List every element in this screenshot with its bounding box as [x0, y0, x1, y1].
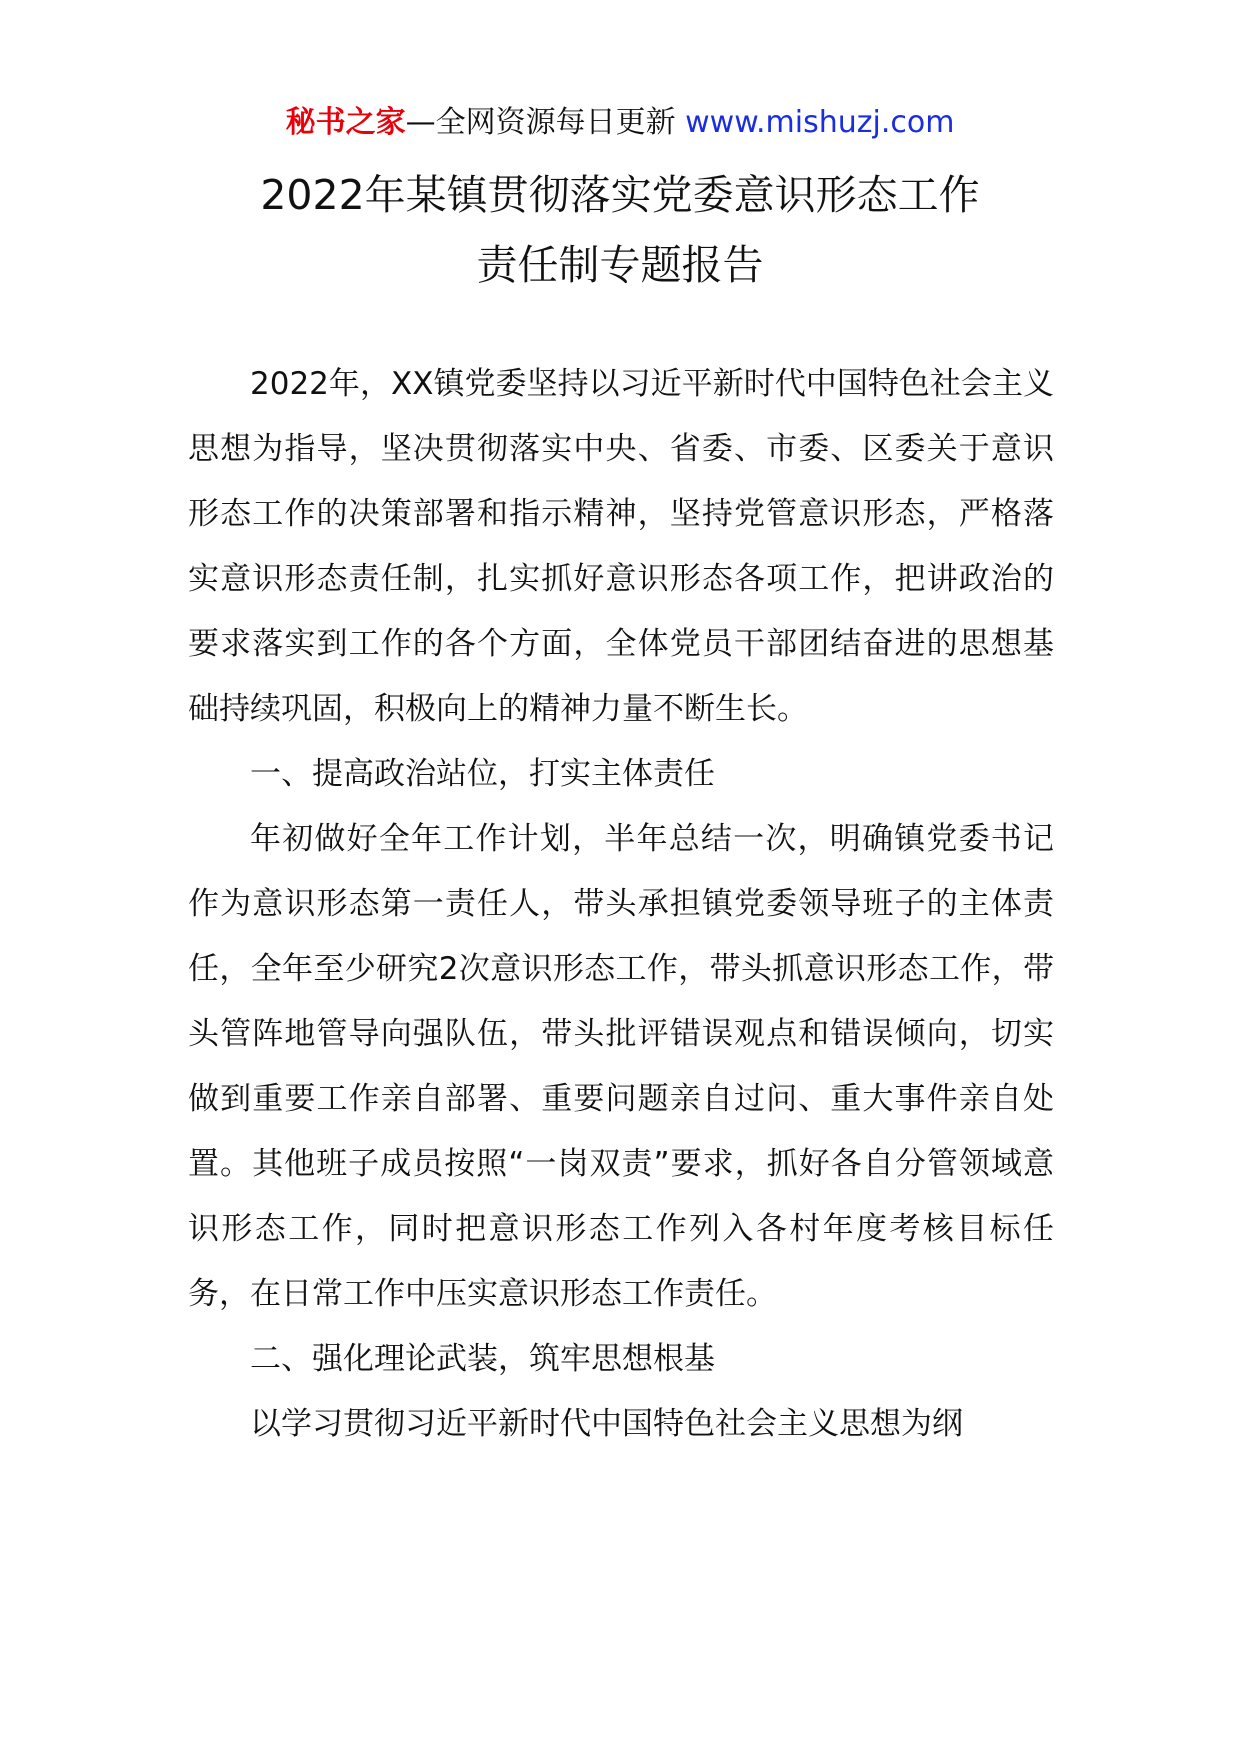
- section-2-paragraph: 以学习贯彻习近平新时代中国特色社会主义思想为纲: [250, 1406, 963, 1442]
- section-1-heading: 一、提高政治站位，打实主体责任: [250, 756, 715, 792]
- banner-site-url: www.mishuzj.com: [685, 105, 955, 140]
- intro-paragraph: 2022年，XX镇党委坚持以习近平新时代中国特色社会主义思想为指导，坚决贯彻落实中央、省委、市委、区委关于意识形态工作的决策部署和指示精神，坚持党管意识形态，严格落实意识形态责任制，扎实抓好意识形态各项工作，把讲政治的要求落实到工作的各个方面，全体党员干部团结奋进的思想基础持续巩固，积极向上的精神力量不断生长。: [188, 366, 1054, 727]
- document-title: [120, 160, 1120, 300]
- banner-brand: 秘书之家: [285, 105, 406, 140]
- document-title-line-1: 2022年某镇贯彻落实党委意识形态工作: [260, 171, 980, 219]
- banner-slogan: —全网资源每日更新: [405, 105, 686, 140]
- document-body: [188, 352, 1054, 1457]
- section-1-paragraph: 年初做好全年工作计划，半年总结一次，明确镇党委书记作为意识形态第一责任人，带头承担镇党委领导班子的主体责任，全年至少研究2次意识形态工作，带头抓意识形态工作，带头管阵地管导向强队伍，带头批评错误观点和错误倾向，切实做到重要工作亲自部署、重要问题亲自过问、重大事件亲自处置。其他班子成员按照“一岗双责”要求，抓好各自分管领域意识形态工作，同时把意识形态工作列入各村年度考核目标任务，在日常工作中压实意识形态工作责任。: [188, 821, 1054, 1312]
- watermark-banner: [0, 100, 1240, 146]
- section-2-heading: 二、强化理论武装，筑牢思想根基: [250, 1341, 715, 1377]
- document-title-line-2: 责任制专题报告: [476, 241, 764, 289]
